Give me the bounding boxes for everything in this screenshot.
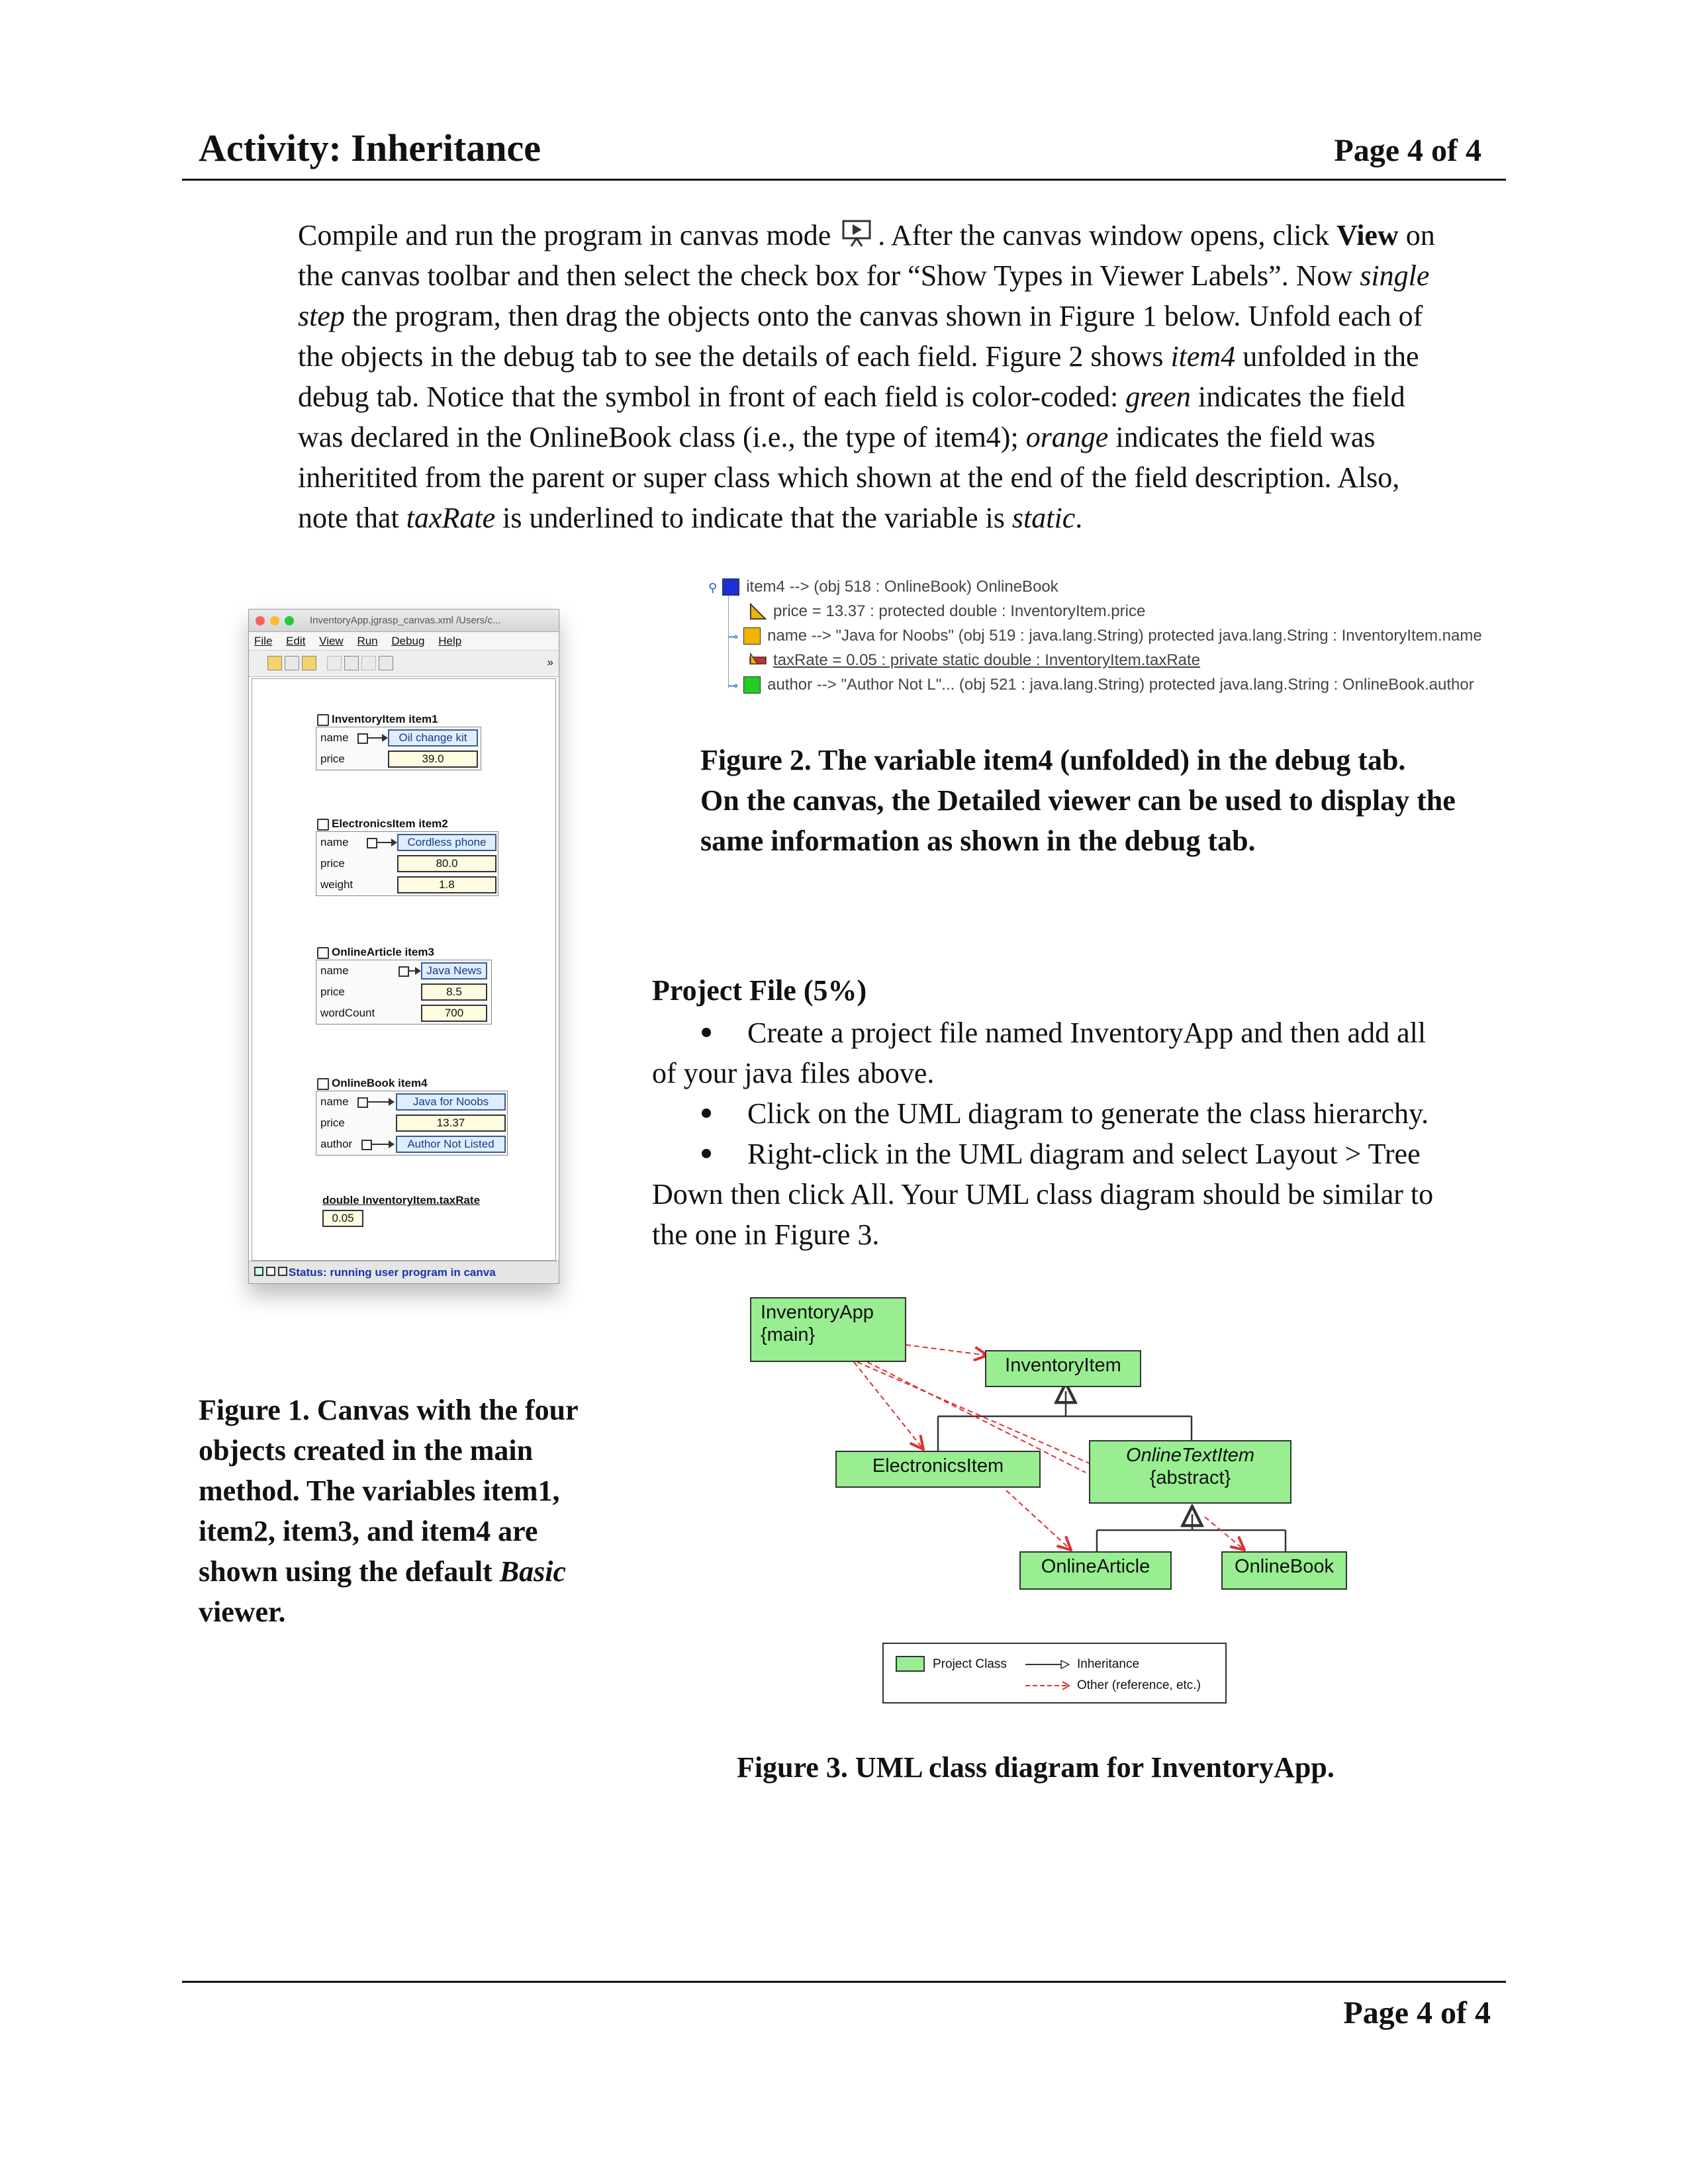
uml-class-onlinebook[interactable]: OnlineBook bbox=[1221, 1551, 1347, 1590]
field-value: 8.5 bbox=[421, 983, 487, 1001]
field-label: price bbox=[320, 1116, 345, 1129]
canvas-area[interactable] bbox=[252, 678, 556, 1261]
field-value: Java News bbox=[421, 962, 487, 979]
debug-row[interactable]: ⊸ author --> "Author Not L"... (obj 521 : java.lang.String) protected java.lang.String : OnlineBook.author bbox=[728, 676, 1474, 694]
legend-dependency-arrow-icon bbox=[1024, 1680, 1072, 1692]
menu-edit[interactable]: Edit bbox=[286, 635, 306, 647]
intro-line: note that taxRate is underlined to indicate that the variable is static. bbox=[298, 502, 1083, 534]
header-page-number: Page 4 of 4 bbox=[1334, 133, 1481, 168]
run-in-canvas-icon bbox=[842, 218, 874, 246]
field-value: Cordless phone bbox=[397, 834, 496, 851]
open-folder-icon[interactable] bbox=[267, 656, 282, 670]
field-label: name bbox=[320, 731, 349, 744]
legend-inheritance: Inheritance bbox=[1077, 1657, 1140, 1671]
debug-row[interactable]: price = 13.37 : protected double : InventoryItem.price bbox=[749, 600, 1145, 623]
play-icon[interactable] bbox=[344, 656, 359, 670]
static-field-viewer[interactable] bbox=[322, 1194, 534, 1224]
object-title: OnlineBook item4 bbox=[316, 1076, 508, 1091]
debug-row[interactable]: ⚲ item4 --> (obj 518 : OnlineBook) OnlineBook bbox=[708, 578, 1058, 596]
bullet-icon bbox=[702, 1109, 711, 1118]
uml-class-onlinearticle[interactable]: OnlineArticle bbox=[1019, 1551, 1172, 1590]
intro-paragraph bbox=[298, 215, 1503, 538]
field-label: price bbox=[320, 857, 345, 870]
uml-class-inventoryapp[interactable]: InventoryApp {main} bbox=[750, 1297, 906, 1362]
step-icon[interactable] bbox=[327, 656, 342, 670]
menu-help[interactable]: Help bbox=[438, 635, 462, 647]
field-value: 700 bbox=[421, 1005, 487, 1022]
object-title: ElectronicsItem item2 bbox=[316, 817, 498, 831]
status-bar bbox=[249, 1261, 559, 1283]
menu-run[interactable]: Run bbox=[357, 635, 378, 647]
uml-legend bbox=[882, 1643, 1227, 1704]
legend-project-class-swatch bbox=[896, 1656, 925, 1672]
uml-class-inventoryitem[interactable]: InventoryItem bbox=[985, 1350, 1141, 1387]
intro-line: was declared in the OnlineBook class (i.e., the type of item4); orange indicates the field was bbox=[298, 421, 1376, 453]
header-rule bbox=[182, 179, 1506, 181]
uml-class-onlinetextitem[interactable]: OnlineTextItem {abstract} bbox=[1089, 1440, 1291, 1504]
menu-view[interactable]: View bbox=[319, 635, 344, 647]
object-square-icon bbox=[722, 578, 739, 596]
footer-rule bbox=[182, 1981, 1506, 1983]
pause-icon[interactable] bbox=[361, 656, 376, 670]
zoom-window-icon[interactable] bbox=[285, 616, 294, 625]
static-field-title: double InventoryItem.taxRate bbox=[322, 1194, 481, 1206]
static-field-icon bbox=[749, 652, 767, 669]
stop-icon[interactable] bbox=[379, 656, 393, 670]
field-label: wordCount bbox=[320, 1007, 375, 1019]
uml-class-electronicsitem[interactable]: ElectronicsItem bbox=[835, 1451, 1041, 1488]
legend-inheritance-arrow-icon bbox=[1024, 1659, 1072, 1670]
intro-line: the canvas toolbar and then select the check box for “Show Types in Viewer Labels”. Now single bbox=[298, 259, 1430, 292]
legend-project-class: Project Class bbox=[933, 1657, 1007, 1671]
field-label: name bbox=[320, 1095, 349, 1108]
field-value: Oil change kit bbox=[388, 729, 478, 747]
minimize-window-icon[interactable] bbox=[270, 616, 279, 625]
field-label: price bbox=[320, 752, 345, 765]
status-toggle-icon[interactable] bbox=[266, 1267, 275, 1276]
window-title: InventoryApp.jgrasp_canvas.xml /Users/c... bbox=[310, 615, 501, 626]
intro-line: the objects in the debug tab to see the details of each field. Figure 2 shows item4 unfolded in the bbox=[298, 340, 1419, 373]
reference-arrow-icon bbox=[376, 842, 396, 843]
status-text: Status: running user program in canva bbox=[289, 1266, 496, 1279]
save-icon[interactable] bbox=[285, 656, 299, 670]
toolbar-overflow-icon[interactable]: » bbox=[547, 656, 553, 668]
footer-page-number: Page 4 of 4 bbox=[1343, 1995, 1491, 2030]
field-value: 13.37 bbox=[396, 1115, 506, 1132]
field-label: author bbox=[320, 1138, 353, 1150]
debug-row[interactable]: taxRate = 0.05 : private static double : InventoryItem.taxRate bbox=[749, 649, 1200, 672]
field-label: price bbox=[320, 985, 345, 998]
close-window-icon[interactable] bbox=[256, 616, 265, 625]
field-value: Author Not Listed bbox=[396, 1136, 506, 1153]
reference-arrow-icon bbox=[371, 1144, 393, 1145]
inherited-field-icon bbox=[743, 627, 761, 645]
window-titlebar bbox=[249, 610, 559, 632]
debug-tree bbox=[702, 576, 1523, 708]
declared-field-icon bbox=[743, 676, 761, 694]
intro-line: Compile and run the program in canvas mode . After the canvas window opens, click View on bbox=[298, 219, 1435, 251]
reference-arrow-icon bbox=[408, 970, 420, 972]
canvas-toolbar bbox=[249, 651, 559, 677]
page-title: Activity: Inheritance bbox=[199, 126, 541, 169]
status-toggle-icon[interactable] bbox=[278, 1267, 287, 1276]
field-value: Java for Noobs bbox=[396, 1093, 506, 1111]
static-field-value: 0.05 bbox=[322, 1210, 363, 1227]
section-heading: Project File (5%) bbox=[652, 974, 867, 1007]
debug-row[interactable]: ⊸ name --> "Java for Noobs" (obj 519 : java.lang.String) protected java.lang.String : InventoryItem.name bbox=[728, 627, 1482, 645]
field-value: 39.0 bbox=[388, 751, 478, 768]
reference-arrow-icon bbox=[367, 737, 387, 739]
field-label: name bbox=[320, 964, 349, 977]
legend-other: Other (reference, etc.) bbox=[1077, 1678, 1201, 1692]
canvas-object[interactable] bbox=[316, 712, 481, 770]
status-toggle-icon[interactable] bbox=[254, 1267, 263, 1276]
canvas-window bbox=[248, 609, 559, 1284]
figure1-caption: Figure 1. Canvas with the four objects created in the main method. The variables item1, item2, item3, and item4 are shown using the default Basic viewer. bbox=[199, 1394, 579, 1628]
object-title: OnlineArticle item3 bbox=[316, 945, 492, 960]
object-title: InventoryItem item1 bbox=[316, 712, 481, 727]
menu-file[interactable]: File bbox=[254, 635, 273, 647]
field-label: name bbox=[320, 836, 349, 848]
bullet-icon bbox=[702, 1028, 711, 1037]
canvas-object[interactable] bbox=[316, 1076, 508, 1156]
inherited-field-icon bbox=[749, 603, 767, 620]
field-value: 1.8 bbox=[397, 876, 496, 893]
menu-debug[interactable]: Debug bbox=[391, 635, 425, 647]
collapse-icon[interactable]: ⚲ bbox=[708, 581, 718, 594]
figure2-caption: Figure 2. The variable item4 (unfolded) in the debug tab. On the canvas, the Detailed viewer can be used to display the same information as shown in the debug tab. bbox=[700, 744, 1456, 857]
field-label: weight bbox=[320, 878, 353, 891]
figure3-caption: Figure 3. UML class diagram for InventoryApp. bbox=[737, 1751, 1335, 1784]
menu-bar bbox=[249, 632, 559, 651]
canvas-object[interactable] bbox=[316, 817, 498, 896]
field-value: 80.0 bbox=[397, 855, 496, 872]
reference-arrow-icon bbox=[367, 1101, 393, 1103]
project-file-section: Project File (5%) Create a project file named InventoryApp and then add all of your java files above. Click on the UML diagram to generate the class hierarchy. Right-click in the UML diagram and select Layout > Tree Down then click All. Your UML class diagram should be similar to the one in Figure 3. bbox=[652, 970, 1513, 1255]
canvas-object[interactable] bbox=[316, 945, 492, 1024]
save-layout-icon[interactable] bbox=[302, 656, 316, 670]
bullet-icon bbox=[702, 1149, 711, 1158]
expand-icon[interactable]: ⊸ bbox=[728, 630, 739, 643]
expand-icon[interactable]: ⊸ bbox=[728, 679, 739, 692]
intro-line: debug tab. Notice that the symbol in front of each field is color-coded: green indicates the field bbox=[298, 381, 1405, 413]
intro-line: inheritited from the parent or super class which shown at the end of the field description. Also, bbox=[298, 461, 1400, 494]
intro-line: step the program, then drag the objects onto the canvas shown in Figure 1 below. Unfold each of bbox=[298, 300, 1423, 332]
